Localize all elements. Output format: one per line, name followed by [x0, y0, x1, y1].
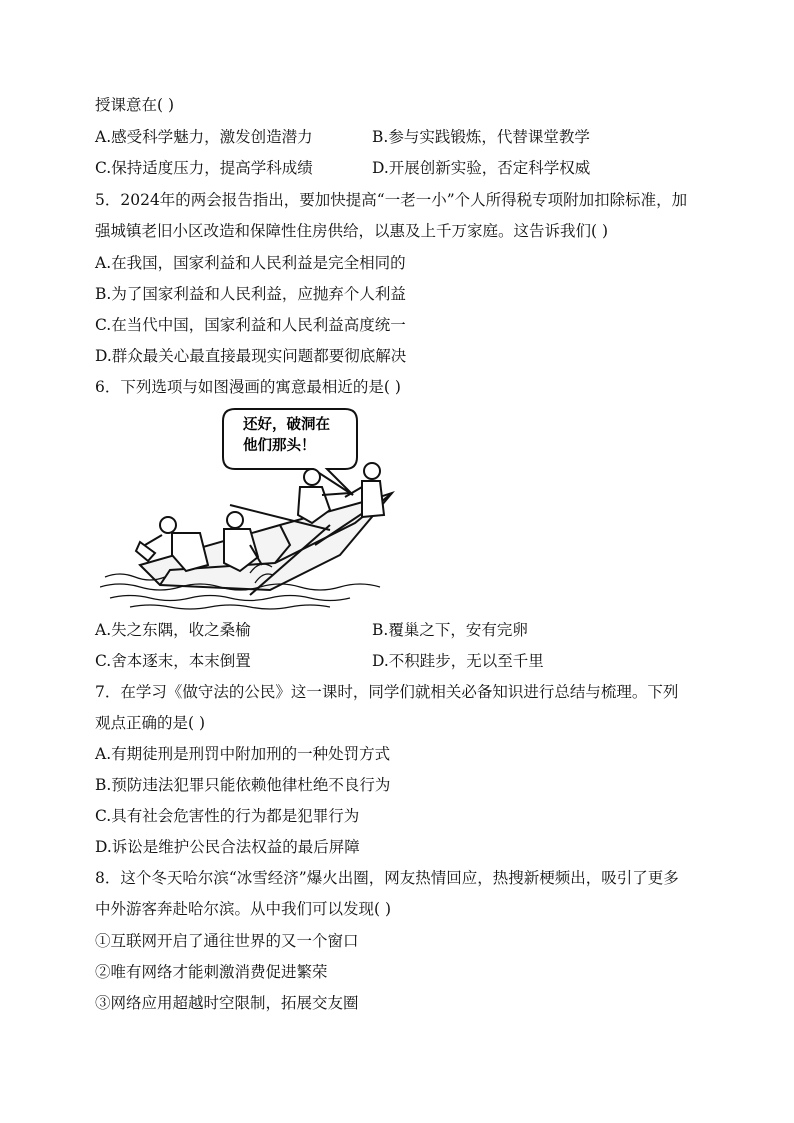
bubble-text-line2: 他们那头！: [243, 438, 316, 454]
q6-option-d: D.不积跬步，无以至千里: [372, 652, 544, 670]
bubble-text-line1: 还好，破洞在: [243, 417, 330, 433]
q8-stem-line2: 中外游客奔赴哈尔滨。从中我们可以发现( ): [95, 900, 392, 918]
q6-option-b: B.覆巢之下，安有完卵: [372, 621, 528, 639]
q4-stem-tail: 授课意在( ): [95, 96, 175, 114]
q5-stem-line1: 5．2024年的两会报告指出，要加快提高“一老一小”个人所得税专项附加扣除标准，加: [95, 191, 688, 209]
q8-item-2: ②唯有网络才能刺激消费促进繁荣: [95, 963, 328, 981]
q5-option-a: A.在我国，国家利益和人民利益是完全相同的: [95, 254, 406, 272]
q8-item-3: ③网络应用超越时空限制，拓展交友圈: [95, 994, 359, 1012]
q5-option-c: C.在当代中国，国家利益和人民利益高度统一: [95, 316, 406, 334]
q5-stem-line2: 强城镇老旧小区改造和保障性住房供给，以惠及上千万家庭。这告诉我们( ): [95, 222, 609, 240]
q7-option-c: C.具有社会危害性的行为都是犯罪行为: [95, 807, 360, 825]
q7-option-b: B.预防违法犯罪只能依赖他律杜绝不良行为: [95, 776, 391, 794]
q7-stem-line1: 7．在学习《做守法的公民》这一课时，同学们就相关必备知识进行总结与梳理。下列: [95, 683, 679, 701]
q8-item-1: ①互联网开启了通往世界的又一个窗口: [95, 932, 359, 950]
q4-option-c: C.保持适度压力，提高学科成绩: [95, 159, 313, 177]
q6-stem: 6．下列选项与如图漫画的寓意最相近的是( ): [95, 378, 401, 396]
q4-option-d: D.开展创新实验，否定科学权威: [372, 159, 591, 177]
q7-option-d: D.诉讼是维护公民合法权益的最后屏障: [95, 838, 360, 856]
q7-option-a: A.有期徒刑是刑罚中附加刑的一种处罚方式: [95, 745, 391, 763]
q5-option-b: B.为了国家利益和人民利益，应抛弃个人利益: [95, 285, 406, 303]
q5-option-d: D.群众最关心最直接最现实问题都要彻底解决: [95, 347, 407, 365]
q4-option-b: B.参与实践锻炼，代替课堂教学: [372, 128, 590, 146]
q7-stem-line2: 观点正确的是( ): [95, 714, 206, 732]
cartoon-illustration: [100, 405, 400, 610]
q4-option-a: A.感受科学魅力，激发创造潜力: [95, 128, 313, 146]
q8-stem-line1: 8．这个冬天哈尔滨“冰雪经济”爆火出圈，网友热情回应，热搜新梗频出，吸引了更多: [95, 869, 679, 887]
q6-option-a: A.失之东隅，收之桑榆: [95, 621, 251, 639]
q6-option-c: C.舍本逐末，本末倒置: [95, 652, 251, 670]
